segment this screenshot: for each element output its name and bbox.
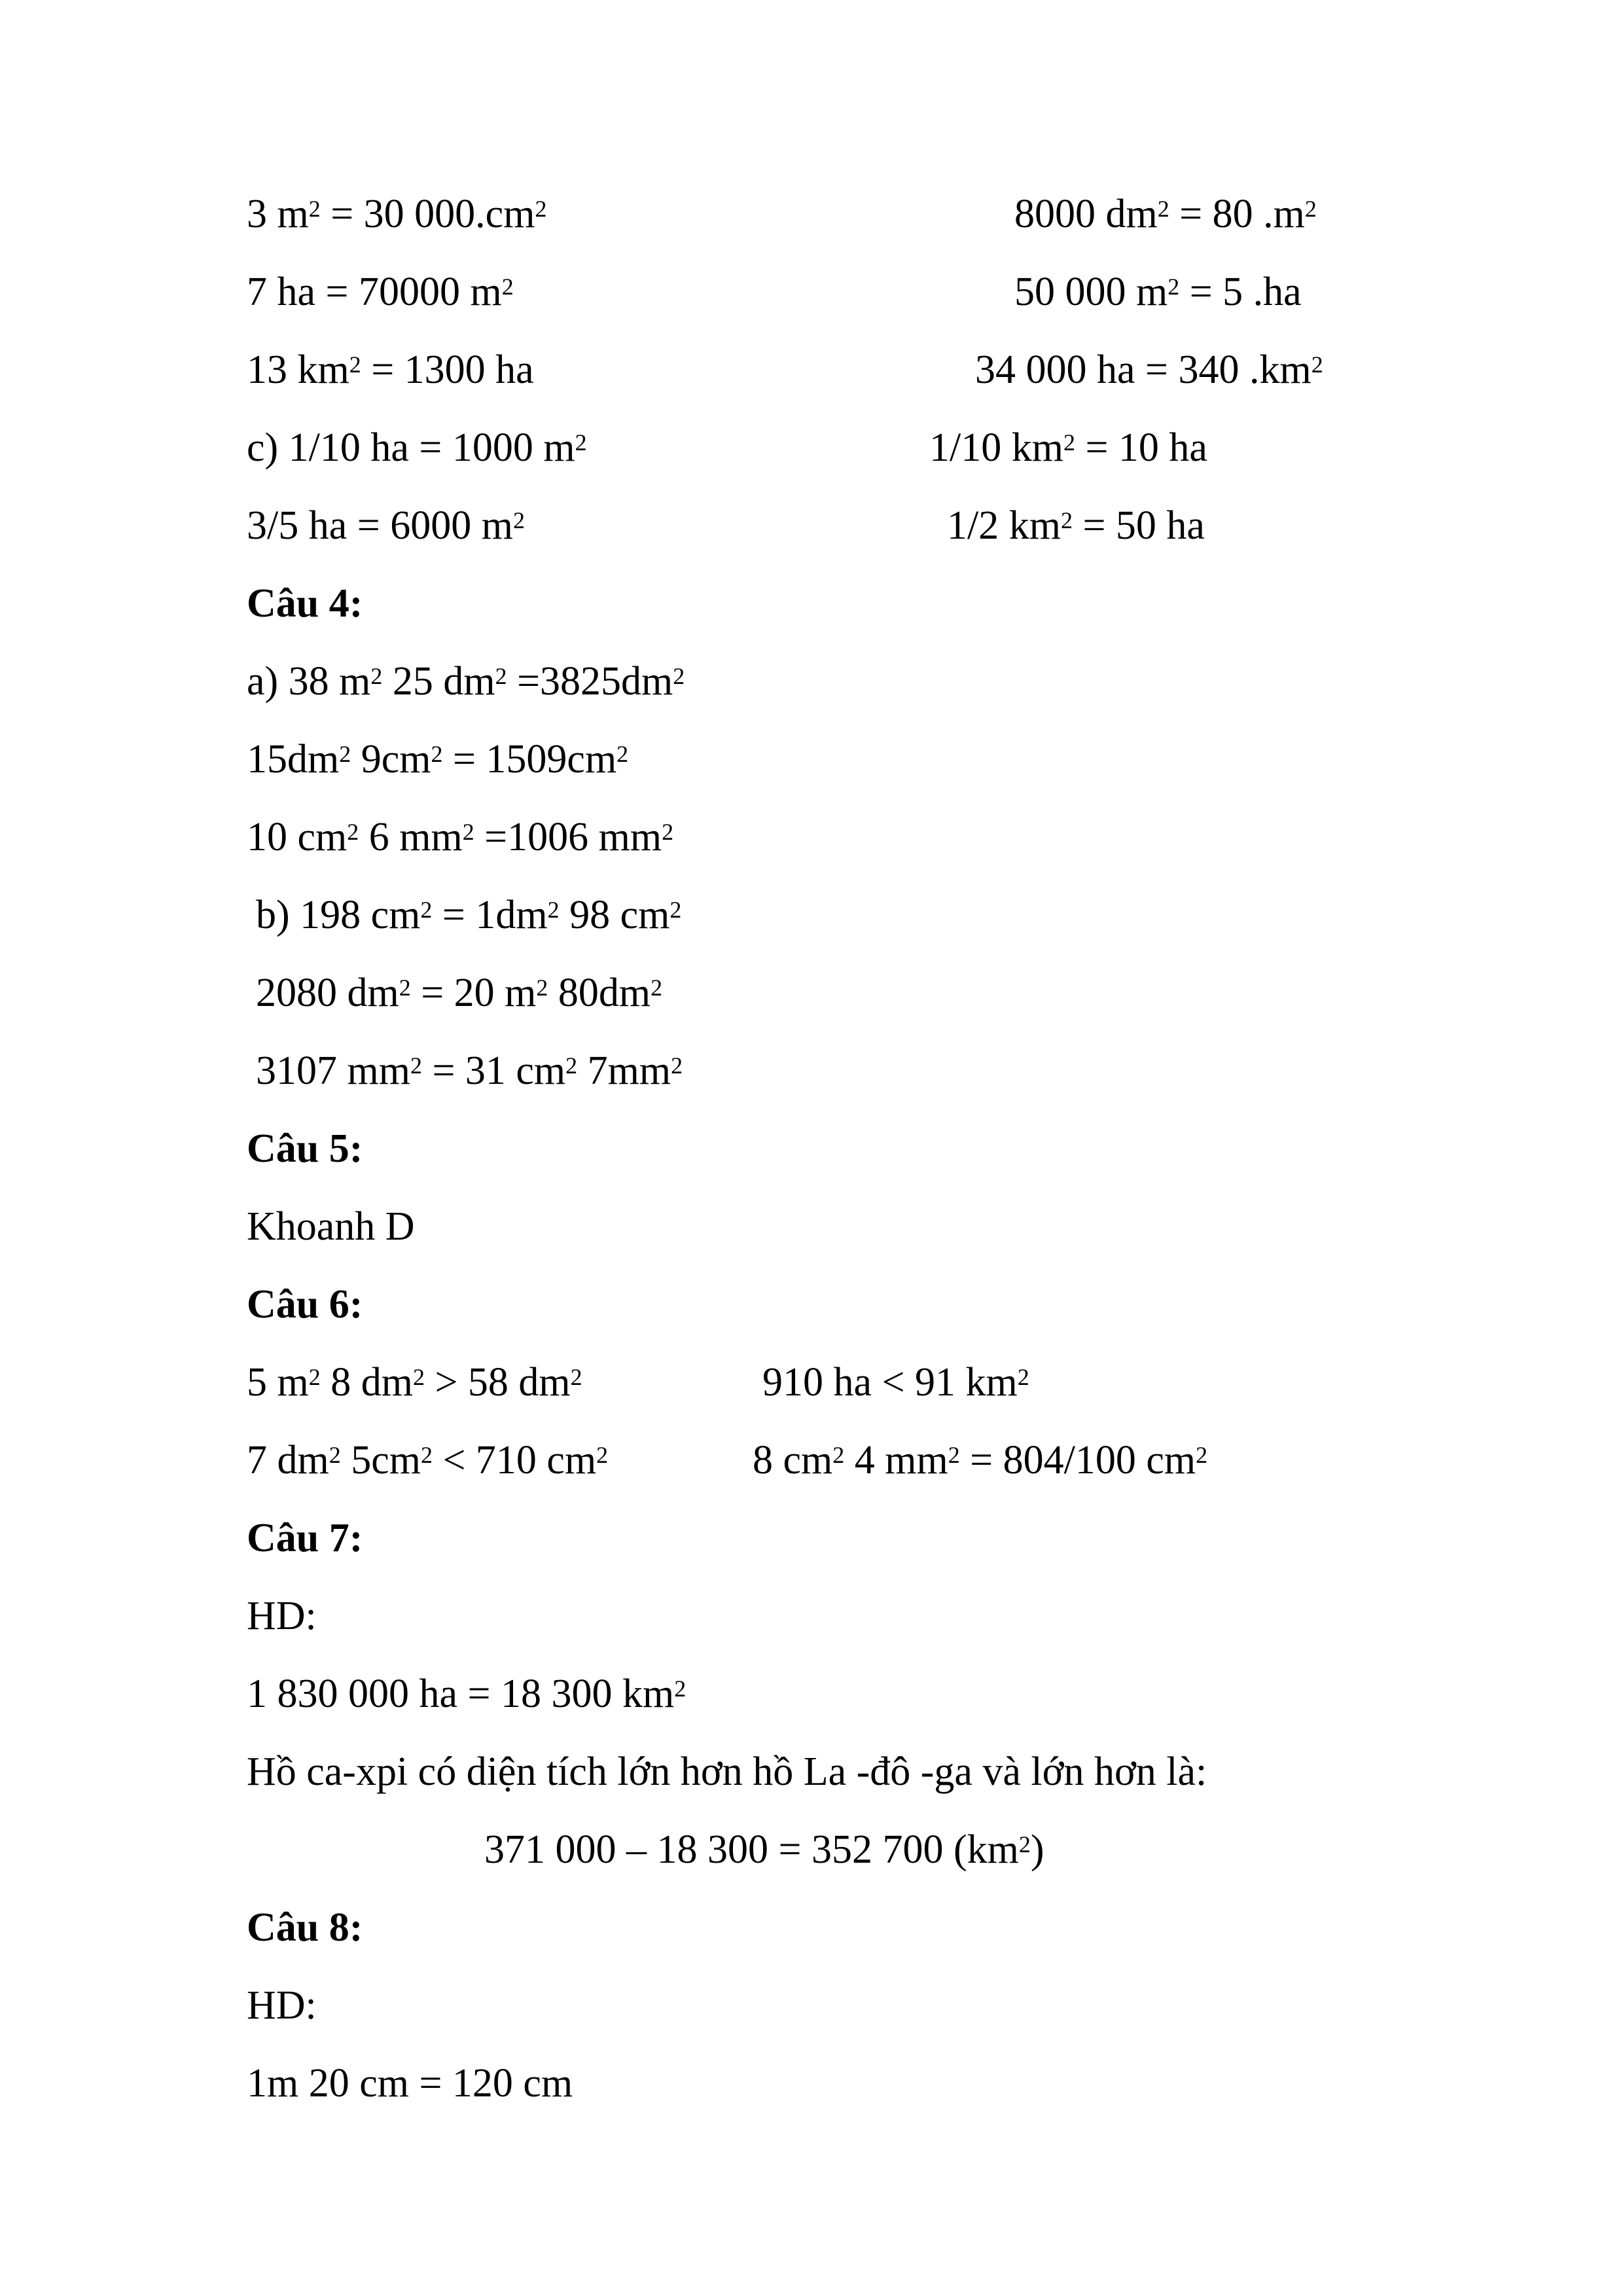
answer-right: 910 ha < 91 $km^2$ bbox=[762, 1360, 1029, 1405]
answer-line: a) 38 $m^2$ 25 $dm^2 =3825dm^2$ bbox=[247, 659, 685, 704]
answer-right: 8 $cm^2$ 4 $mm^2 = 804/100$ $cm^2$ bbox=[753, 1438, 1208, 1482]
answer-row bbox=[247, 487, 1544, 565]
equation-line: 371 000 – 18 300 = 352 700 $(km^2)$ bbox=[484, 1827, 1044, 1872]
answer-left: 7 ha = 70000 $m^2$ bbox=[247, 270, 514, 314]
answer-left: 3 $m^2 = 30$ $000.cm^2$ bbox=[247, 192, 547, 236]
answer-line: Khoanh D bbox=[247, 1204, 415, 1249]
answer-right: 50 000 $m^2 = 5$ .ha bbox=[1014, 270, 1302, 314]
answer-row bbox=[247, 1422, 1544, 1499]
answer-line: b) 198 $cm^2 = 1dm^2$ 98 $cm^2$ bbox=[256, 893, 682, 937]
answer-row bbox=[247, 1344, 1544, 1422]
answer-right: 1/10 $km^2 = 10$ ha bbox=[929, 425, 1207, 470]
hd-label: HD: bbox=[247, 1983, 317, 2028]
answer-line: $15dm^2$ $9cm^2 = 1509cm^2$ bbox=[247, 737, 629, 781]
question-3-answers bbox=[247, 175, 1544, 565]
answer-left: c) 1/10 ha = 1000 $m^2$ bbox=[247, 425, 587, 470]
answer-left: 5 $m^2$ 8 $dm^2 > 58$ $dm^2$ bbox=[247, 1360, 582, 1405]
question-5-heading: Câu 5: bbox=[247, 1126, 363, 1171]
question-5-answers bbox=[247, 1110, 1544, 1266]
question-8-answers bbox=[247, 1889, 1544, 2123]
answer-line: 1m 20 cm = 120 cm bbox=[247, 2061, 573, 2106]
answer-row bbox=[247, 175, 1544, 253]
question-7-heading: Câu 7: bbox=[247, 1516, 363, 1560]
answer-left: 13 $km^2 = 1300$ ha bbox=[247, 348, 534, 392]
answer-row bbox=[247, 409, 1544, 487]
question-7-answers bbox=[247, 1499, 1544, 1889]
question-6-answers bbox=[247, 1266, 1544, 1499]
answer-line: 10 $cm^2$ 6 $mm^2 =1006$ $mm^2$ bbox=[247, 815, 674, 859]
question-4-answers bbox=[247, 565, 1544, 1110]
answer-right: 34 000 ha = 340 $.km^2$ bbox=[975, 348, 1323, 392]
answer-row bbox=[247, 331, 1544, 409]
question-8-heading: Câu 8: bbox=[247, 1905, 363, 1950]
answer-line: Hồ ca-xpi có diện tích lớn hơn hồ La -đô -ga và lớn hơn là: bbox=[247, 1749, 1207, 1794]
answer-line: 3107 $mm^2 = 31$ $cm^2$ $7mm^2$ bbox=[256, 1049, 683, 1093]
question-4-heading: Câu 4: bbox=[247, 581, 363, 626]
answer-left: 3/5 ha = 6000 $m^2$ bbox=[247, 503, 525, 548]
answer-right: 8000 $dm^2 = 80$ $.m^2$ bbox=[1014, 192, 1317, 236]
answer-line: 2080 $dm^2 = 20$ $m^2$ $80dm^2$ bbox=[256, 971, 663, 1015]
answer-left: 7 $dm^2$ $5cm^2 < 710$ $cm^2$ bbox=[247, 1438, 609, 1482]
answer-line: 1 830 000 ha = 18 300 $km^2$ bbox=[247, 1672, 687, 1716]
hd-label: HD: bbox=[247, 1594, 317, 1638]
question-6-heading: Câu 6: bbox=[247, 1282, 363, 1327]
answer-row bbox=[247, 253, 1544, 331]
document-content bbox=[247, 175, 1544, 2123]
answer-right: 1/2 $km^2 = 50$ ha bbox=[947, 503, 1205, 548]
